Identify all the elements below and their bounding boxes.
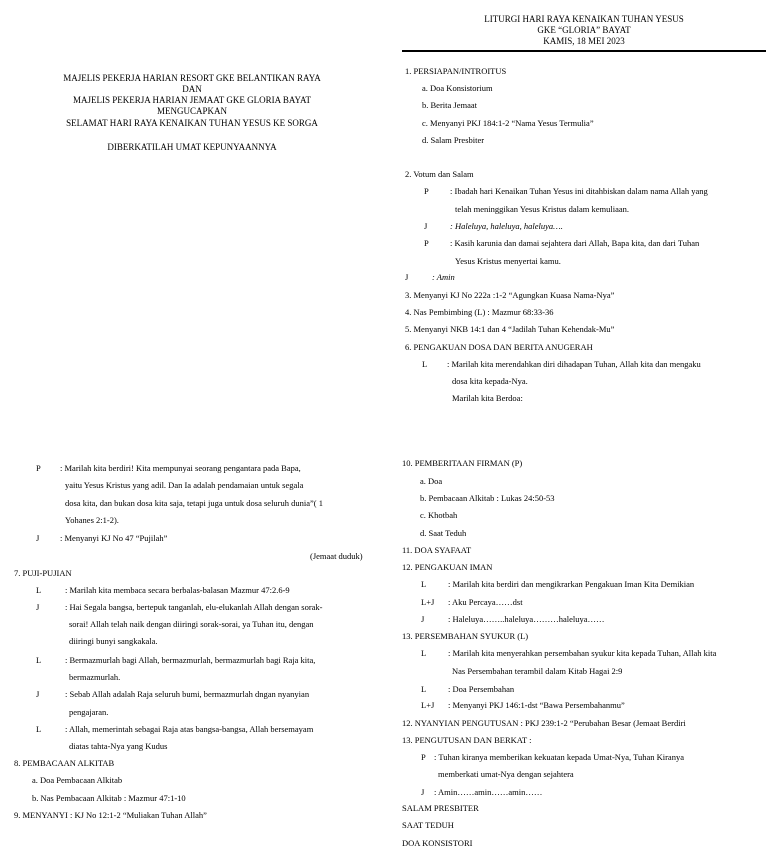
section-10-item-b: b. Pembacaan Alkitab : Lukas 24:50-53 <box>420 493 555 503</box>
item-4: 4. Nas Pembimbing (L) : Mazmur 68:33-36 <box>405 307 554 317</box>
creed-intro: : Marilah kita berdiri dan mengikrarkan Pengakuan Iman Kita Demikian <box>448 579 695 589</box>
section-11-heading: 11. DOA SYAFAAT <box>402 545 472 555</box>
speaker-lj: L+J <box>421 700 435 710</box>
section-8-heading: 8. PEMBACAAN ALKITAB <box>14 758 115 768</box>
greeting-line-3: MAJELIS PEKERJA HARIAN JEMAAT GKE GLORIA BAYAT <box>72 95 312 105</box>
section-8-item-b: b. Nas Pembacaan Alkitab : Mazmur 47:1-10 <box>32 793 186 803</box>
item-6-heading: 6. PENGAKUAN DOSA DAN BERITA ANUGERAH <box>405 342 593 352</box>
creed-response: : Haleluya……..haleluya………haleluya…… <box>448 614 605 624</box>
speaker-j: J <box>421 787 425 797</box>
offering-song: : Menyanyi PKJ 146:1-dst “Bawa Persembahanmu” <box>448 700 625 710</box>
section-1-item-c: c. Menyanyi PKJ 184:1-2 “Nama Yesus Termulia” <box>422 118 594 128</box>
confession-line-1: : Marilah kita merendahkan diri dihadapan Tuhan, Allah kita dan mengaku <box>447 359 701 369</box>
saat-teduh: SAAT TEDUH <box>402 820 454 830</box>
salam-line-2: Yesus Kristus menyertai kamu. <box>455 256 561 266</box>
header-divider <box>402 50 766 52</box>
greeting-line-5: SELAMAT HARI RAYA KENAIKAN TUHAN YESUS KE SORGA <box>66 118 318 128</box>
mediator-line-3: dosa kita, dan bukan dosa kita saja, tetapi juga untuk dosa seluruh dunia”( 1 <box>65 498 324 508</box>
mediator-line-4: Yohanes 2:1-2). <box>65 515 119 525</box>
speaker-p: P <box>421 752 426 762</box>
blessing-heading: 13. PENGUTUSAN DAN BERKAT : <box>402 735 532 745</box>
blessing-line-1: : Tuhan kiranya memberikan kekuatan kepada Umat-Nya, Tuhan Kiranya <box>434 752 684 762</box>
psalm-l3-line-1: : Allah, memerintah sebagai Raja atas bangsa-bangsa, Allah bersemayam <box>65 724 314 734</box>
speaker-j: J <box>421 614 425 624</box>
votum-line-1: : Ibadah hari Kenaikan Tuhan Yesus ini ditahbiskan dalam nama Allah yang <box>450 186 708 196</box>
section-13-heading: 13. PERSEMBAHAN SYUKUR (L) <box>402 631 529 641</box>
speaker-l: L <box>421 684 427 694</box>
blessing-response: : Amin……amin……amin…… <box>434 787 543 797</box>
creed-text: : Aku Percaya……dst <box>448 597 523 607</box>
votum-line-2: telah meninggikan Yesus Kristus dalam kemuliaan. <box>455 204 629 214</box>
item-3: 3. Menyanyi KJ No 222a :1-2 “Agungkan Kuasa Nama-Nya” <box>405 290 615 300</box>
offering-line-1: : Marilah kita menyerahkan persembahan syukur kita kepada Tuhan, Allah kita <box>448 648 717 658</box>
section-10-item-d: d. Saat Teduh <box>420 528 467 538</box>
psalm-intro: : Marilah kita membaca secara berbalas-balasan Mazmur 47:2.6-9 <box>65 585 290 595</box>
speaker-p: P <box>424 238 429 248</box>
blessing-line-2: memberkati umat-Nya dengan sejahtera <box>438 769 574 779</box>
psalm-j2-line-1: : Sebab Allah adalah Raja seluruh bumi, bermazmurlah dngan nyanyian <box>65 689 310 699</box>
speaker-p: P <box>424 186 429 196</box>
doa-konsistori: DOA KONSISTORI <box>402 838 473 848</box>
service-date: KAMIS, 18 MEI 2023 <box>543 36 625 46</box>
section-10-heading: 10. PEMBERITAAN FIRMAN (P) <box>402 458 523 468</box>
speaker-j: J <box>36 533 40 543</box>
haleluya-response: : Haleluya, haleluya, haleluya…. <box>450 221 563 231</box>
psalm-j1-line-1: : Hai Segala bangsa, bertepuk tanganlah, elu-elukanlah Allah dengan sorak- <box>65 602 323 612</box>
section-9-heading: 9. MENYANYI : KJ No 12:1-2 “Muliakan Tuhan Allah” <box>14 810 207 820</box>
section-10-item-a: a. Doa <box>420 476 443 486</box>
section-1-heading: 1. PERSIAPAN/INTROITUS <box>405 66 507 76</box>
speaker-l: L <box>36 585 42 595</box>
speaker-lj: L+J <box>421 597 435 607</box>
item-5: 5. Menyanyi NKB 14:1 dan 4 “Jadilah Tuhan Kehendak-Mu” <box>405 324 615 334</box>
speaker-l: L <box>422 359 428 369</box>
greeting-line-4: MENGUCAPKAN <box>156 106 227 116</box>
section-7-heading: 7. PUJI-PUJIAN <box>14 568 72 578</box>
speaker-l: L <box>421 648 427 658</box>
section-10-item-c: c. Khotbah <box>420 510 458 520</box>
liturgy-title: LITURGI HARI RAYA KENAIKAN TUHAN YESUS <box>484 14 684 24</box>
psalm-l2-line-2: bermazmurlah. <box>69 672 121 682</box>
salam-line-1: : Kasih karunia dan damai sejahtera dari Allah, Bapa kita, dan dari Tuhan <box>450 238 700 248</box>
section-8-item-a: a. Doa Pembacaan Alkitab <box>32 775 123 785</box>
psalm-j2-line-2: pengajaran. <box>69 707 109 717</box>
speaker-j: J <box>36 689 40 699</box>
section-1-item-a: a. Doa Konsistorium <box>422 83 493 93</box>
church-name: GKE “GLORIA” BAYAT <box>537 25 631 35</box>
mediator-line-2: yaitu Yesus Kristus yang adil. Dan Ia adalah pendamaian untuk segala <box>65 480 304 490</box>
section-1-item-b: b. Berita Jemaat <box>422 100 477 110</box>
speaker-j: J <box>405 272 409 282</box>
mediator-line-1: : Marilah kita berdiri! Kita mempunyai seorang pengantara pada Bapa, <box>60 463 301 473</box>
greeting-line-2: DAN <box>182 84 202 94</box>
offering-prayer: : Doa Persembahan <box>448 684 515 694</box>
psalm-l2-line-1: : Bermazmurlah bagi Allah, bermazmurlah, bermazmurlah bagi Raja kita, <box>65 655 316 665</box>
psalm-j1-line-3: diiringi bunyi sangkakala. <box>69 636 158 646</box>
psalm-l3-line-2: diatas tahta-Nya yang Kudus <box>69 741 168 751</box>
jemaat-duduk: (Jemaat duduk) <box>310 551 363 561</box>
speaker-j: J <box>36 602 40 612</box>
section-2-heading: 2. Votum dan Salam <box>405 169 474 179</box>
speaker-l: L <box>36 724 42 734</box>
section-1-item-d: d. Salam Presbiter <box>422 135 485 145</box>
speaker-l: L <box>36 655 42 665</box>
amin-response: : Amin <box>432 272 455 282</box>
section-12-heading: 12. PENGAKUAN IMAN <box>402 562 493 572</box>
psalm-j1-line-2: sorai! Allah telah naik dengan diiringi sorak-sorai, ya Tuhan itu, dengan <box>69 619 314 629</box>
salam-presbiter: SALAM PRESBITER <box>402 803 479 813</box>
sending-song-heading: 12. NYANYIAN PENGUTUSAN : PKJ 239:1-2 “Perubahan Besar (Jemaat Berdiri <box>402 718 686 728</box>
song-pujilah: : Menyanyi KJ No 47 “Pujilah” <box>60 533 168 543</box>
offering-line-2: Nas Persembahan terambil dalam Kitab Hagai 2:9 <box>452 666 623 676</box>
greeting-blessing: DIBERKATILAH UMAT KEPUNYAANNYA <box>107 142 277 152</box>
speaker-l: L <box>421 579 427 589</box>
speaker-j: J <box>424 221 428 231</box>
greeting-line-1: MAJELIS PEKERJA HARIAN RESORT GKE BELANTIKAN RAYA <box>63 73 321 83</box>
confession-line-2: dosa kita kepada-Nya. <box>452 376 528 386</box>
speaker-p: P <box>36 463 41 473</box>
confession-line-3: Marilah kita Berdoa: <box>452 393 523 403</box>
